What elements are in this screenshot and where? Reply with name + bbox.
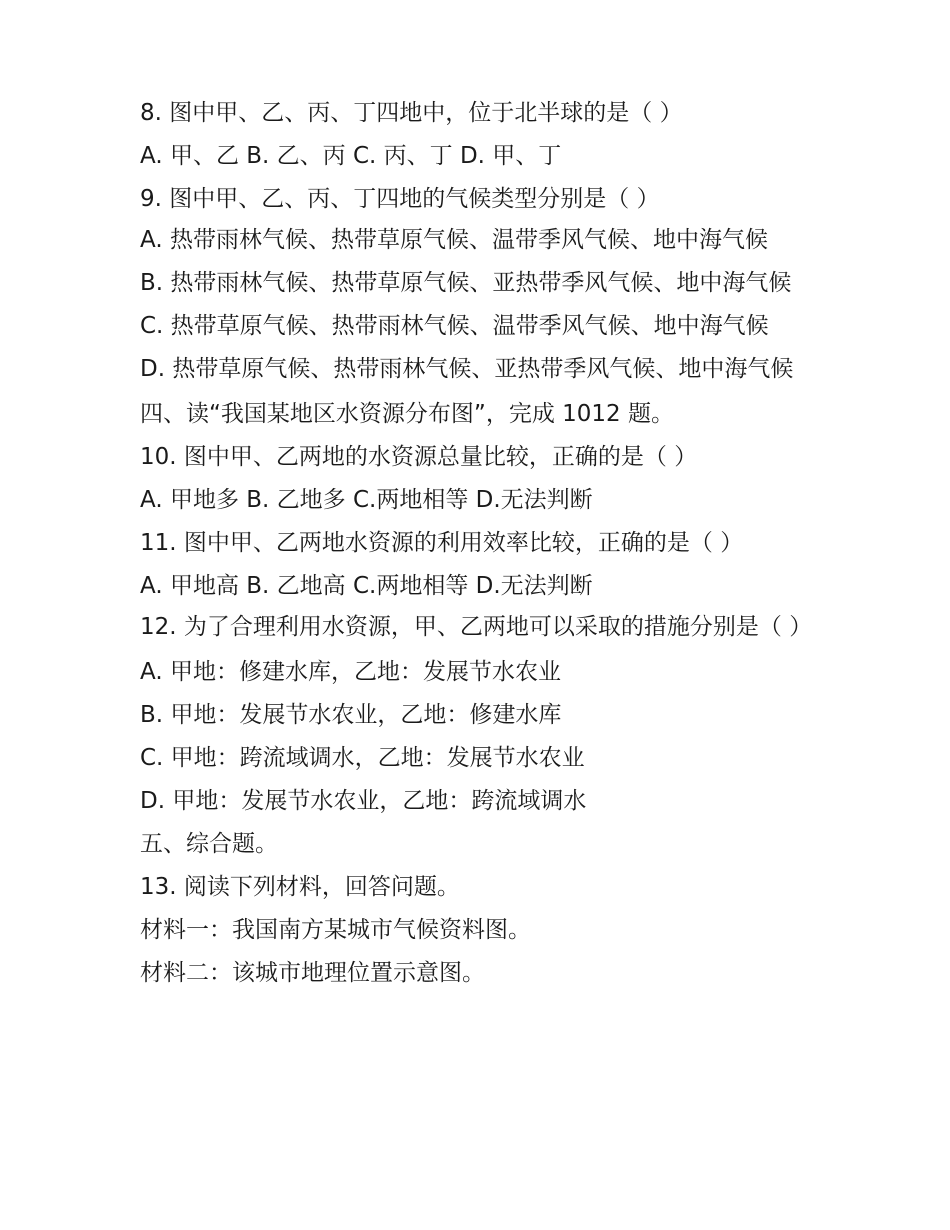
question-9-option-d: D. 热带草原气候、热带雨林气候、亚热带季风气候、地中海气候	[140, 356, 794, 382]
question-12-option-d: D. 甲地：发展节水农业，乙地：跨流域调水	[140, 788, 587, 814]
question-8: 8. 图中甲、乙、丙、丁四地中，位于北半球的是（ ）	[140, 100, 683, 126]
question-10-options: A. 甲地多 B. 乙地多 C.两地相等 D.无法判断	[140, 487, 593, 513]
material-2: 材料二：该城市地理位置示意图。	[140, 960, 485, 986]
question-11-options: A. 甲地高 B. 乙地高 C.两地相等 D.无法判断	[140, 573, 593, 599]
question-9: 9. 图中甲、乙、丙、丁四地的气候类型分别是（ ）	[140, 186, 660, 212]
question-12-option-a: A. 甲地：修建水库，乙地：发展节水农业	[140, 659, 561, 685]
question-13: 13. 阅读下列材料，回答问题。	[140, 874, 460, 900]
question-10: 10. 图中甲、乙两地的水资源总量比较，正确的是（ ）	[140, 444, 698, 470]
question-12: 12. 为了合理利用水资源，甲、乙两地可以采取的措施分别是（ ）	[140, 614, 813, 640]
question-12-option-b: B. 甲地：发展节水农业，乙地：修建水库	[140, 702, 562, 728]
question-9-option-c: C. 热带草原气候、热带雨林气候、温带季风气候、地中海气候	[140, 313, 769, 339]
document-page	[140, 100, 820, 1003]
section-4-heading: 四、读“我国某地区水资源分布图”，完成 1012 题。	[140, 401, 674, 427]
question-9-option-b: B. 热带雨林气候、热带草原气候、亚热带季风气候、地中海气候	[140, 270, 792, 296]
question-11: 11. 图中甲、乙两地水资源的利用效率比较，正确的是（ ）	[140, 530, 744, 556]
section-5-heading: 五、综合题。	[140, 831, 278, 857]
material-1: 材料一：我国南方某城市气候资料图。	[140, 917, 531, 943]
question-12-option-c: C. 甲地：跨流域调水，乙地：发展节水农业	[140, 745, 585, 771]
question-9-option-a: A. 热带雨林气候、热带草原气候、温带季风气候、地中海气候	[140, 227, 768, 253]
question-8-options: A. 甲、乙 B. 乙、丙 C. 丙、丁 D. 甲、丁	[140, 143, 562, 169]
